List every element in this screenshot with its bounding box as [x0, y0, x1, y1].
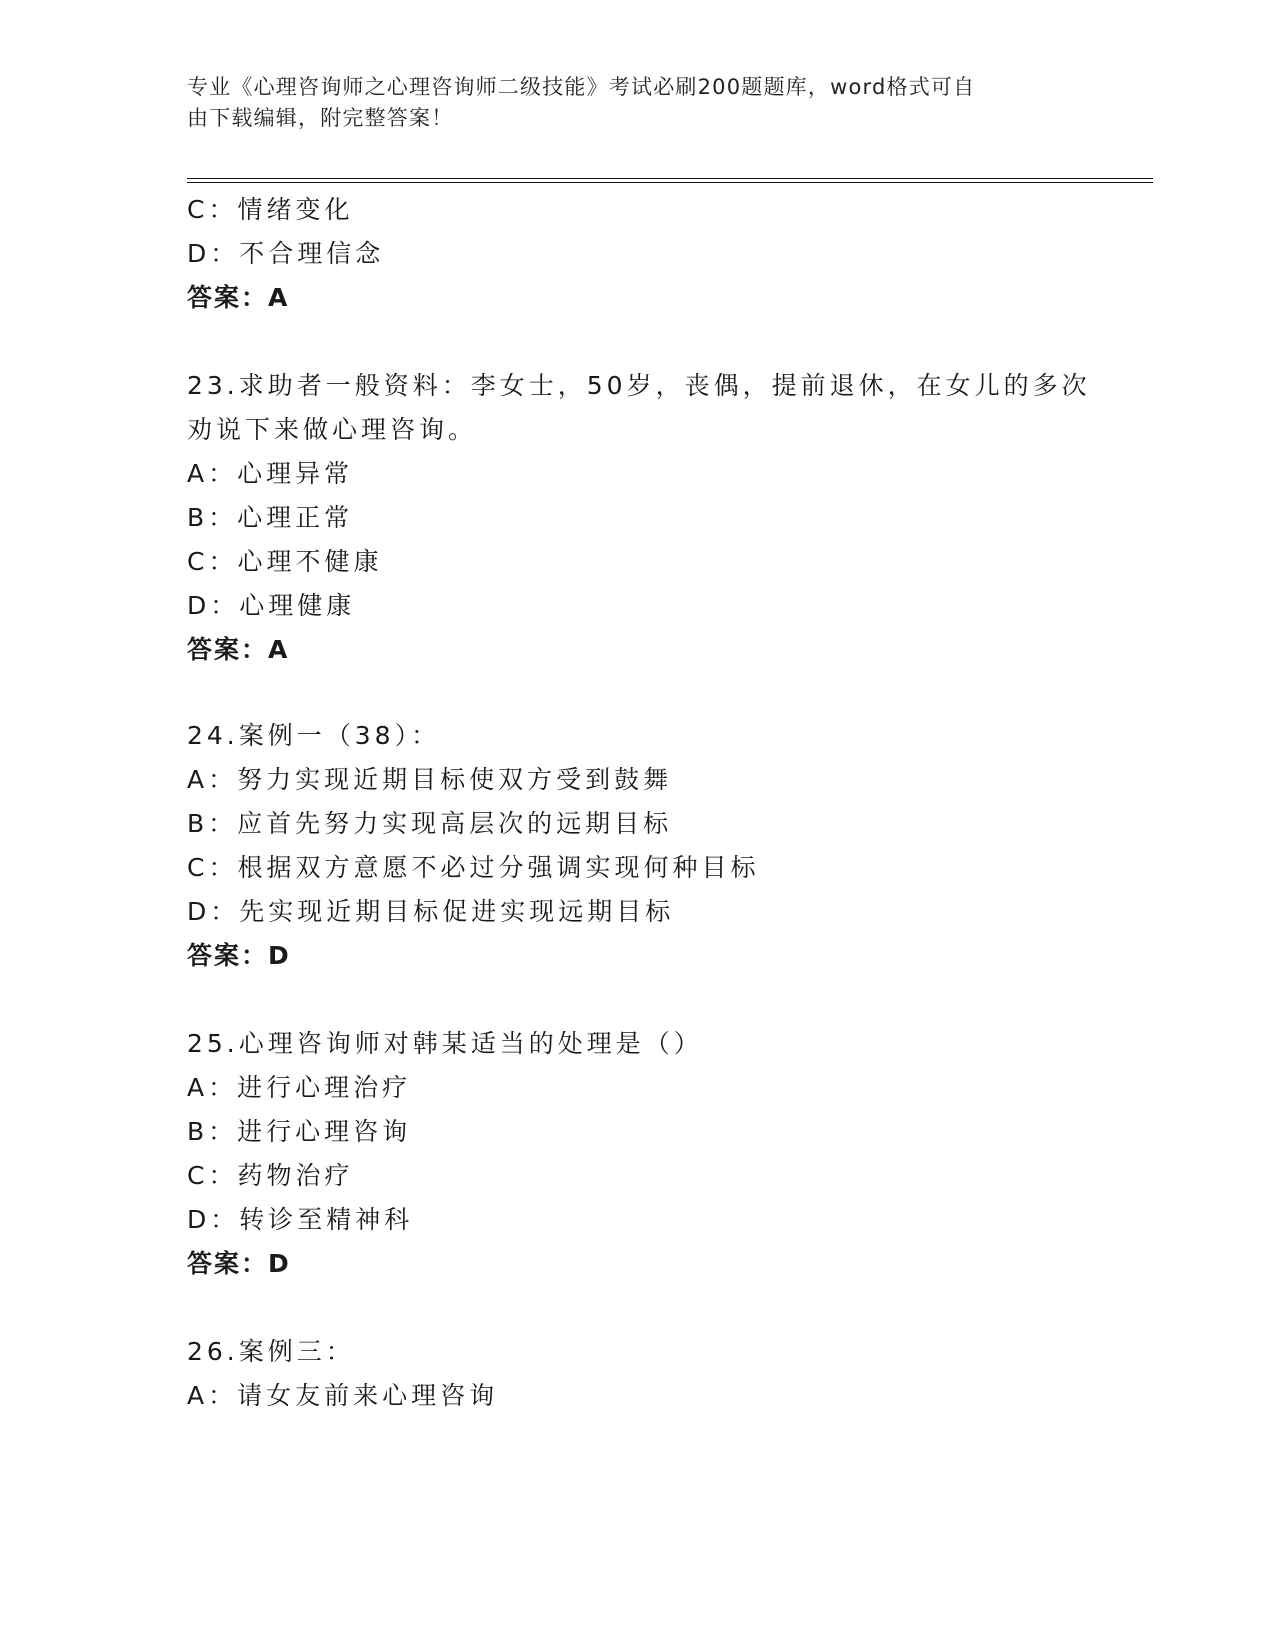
q23-option-b: B：心理正常: [187, 503, 354, 532]
q23-option-c: C：心理不健康: [187, 547, 383, 576]
q22-option-d: D：不合理信念: [187, 239, 385, 268]
q25-option-b: B：进行心理咨询: [187, 1117, 412, 1146]
header-divider-bottom: [187, 182, 1153, 183]
q23-option-d: D：心理健康: [187, 591, 356, 620]
q24-option-d: D：先实现近期目标促进实现远期目标: [187, 897, 675, 926]
q26-stem: 26.案例三：: [187, 1337, 355, 1366]
q25-answer: 答案：D: [187, 1249, 291, 1278]
q24-option-b: B：应首先努力实现高层次的远期目标: [187, 809, 673, 838]
document-header: [187, 72, 1087, 134]
q22-answer: 答案：A: [187, 283, 290, 312]
header-divider-top: [187, 178, 1153, 179]
q22-option-c: C：情绪变化: [187, 195, 354, 224]
q23-stem-line-2: 劝说下来做心理咨询。: [187, 415, 478, 444]
q23-option-a: A：心理异常: [187, 459, 354, 488]
q25-option-a: A：进行心理治疗: [187, 1073, 412, 1102]
q24-option-a: A：努力实现近期目标使双方受到鼓舞: [187, 765, 673, 794]
q25-stem: 25.心理咨询师对韩某适当的处理是（）: [187, 1029, 703, 1058]
header-line-2: 由下载编辑，附完整答案！: [187, 106, 454, 130]
q23-stem-line-1: 23.求助者一般资料：李女士，50岁，丧偶，提前退休，在女儿的多次: [187, 371, 1091, 400]
q26-option-a: A：请女友前来心理咨询: [187, 1381, 499, 1410]
q25-option-c: C：药物治疗: [187, 1161, 354, 1190]
q25-option-d: D：转诊至精神科: [187, 1205, 414, 1234]
header-line-1: 专业《心理咨询师之心理咨询师二级技能》考试必刷200题题库，word格式可自: [187, 75, 976, 99]
q24-answer: 答案：D: [187, 941, 291, 970]
q23-answer: 答案：A: [187, 635, 290, 664]
q24-stem: 24.案例一（38）：: [187, 721, 441, 750]
q24-option-c: C：根据双方意愿不必过分强调实现何种目标: [187, 853, 760, 882]
